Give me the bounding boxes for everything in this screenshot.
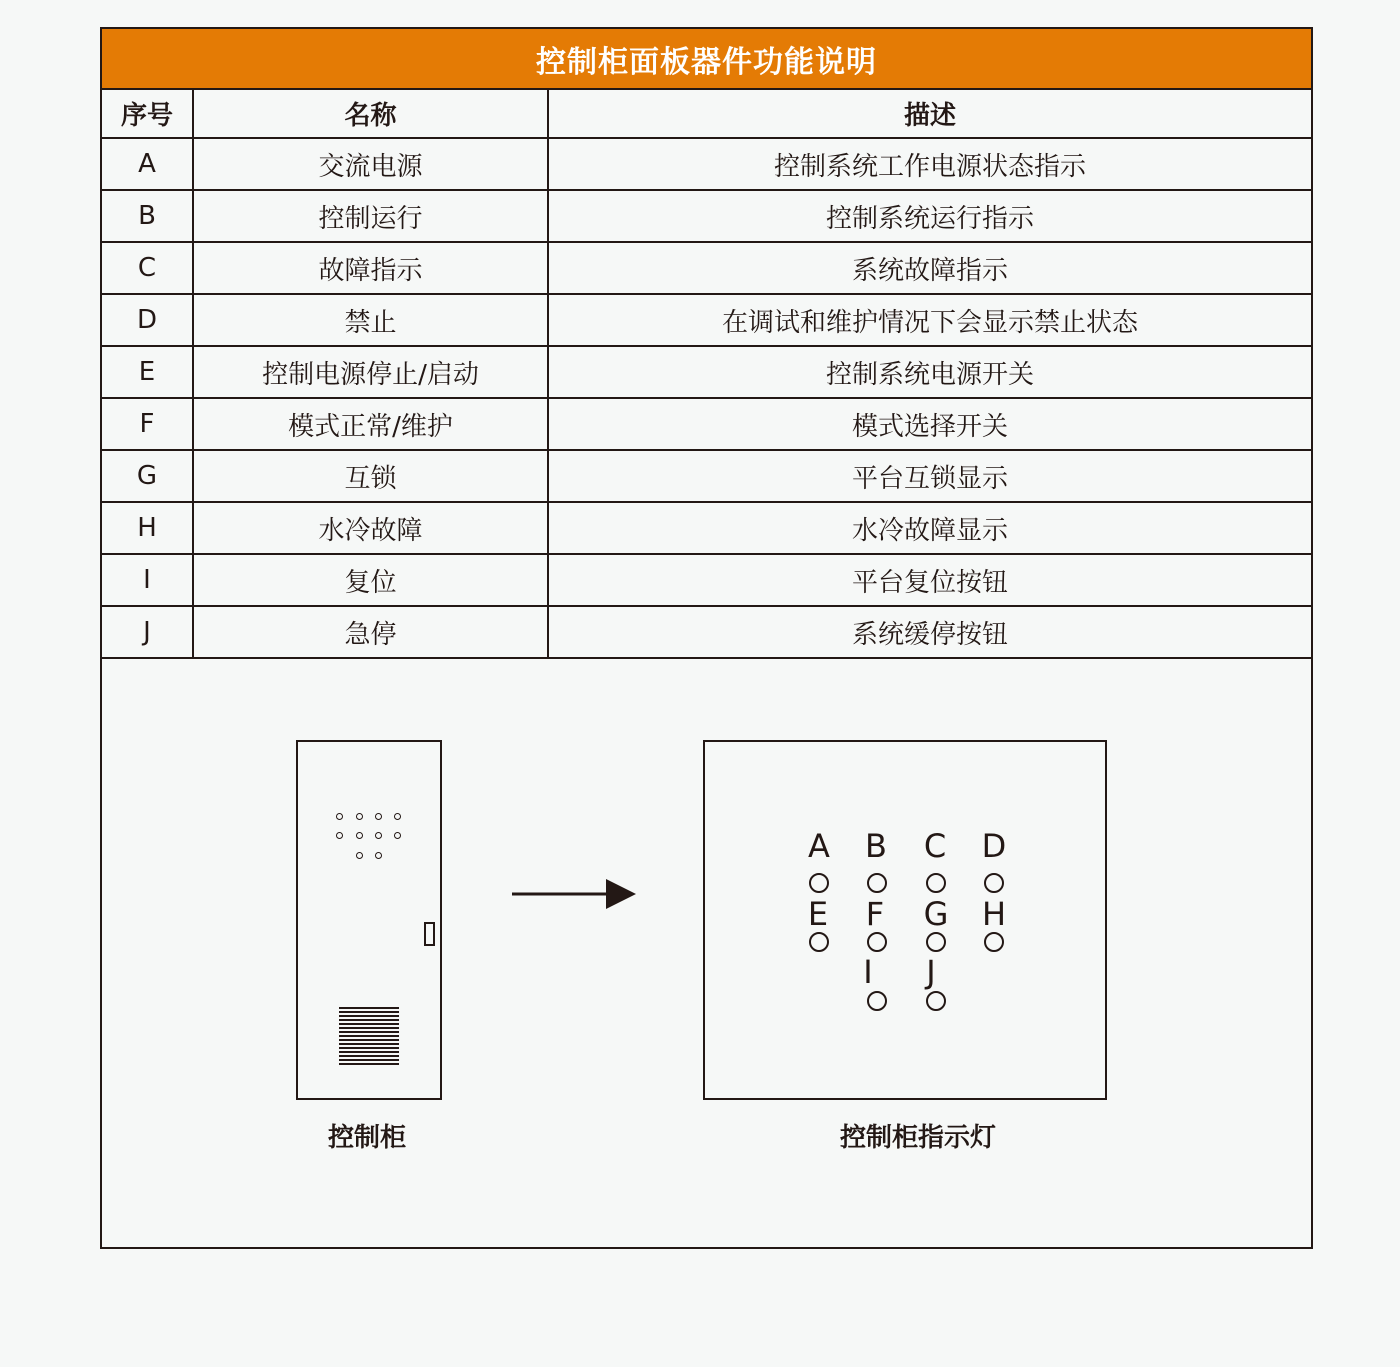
indicator-panel — [703, 740, 1107, 1100]
table-row — [102, 346, 1311, 398]
table-row — [102, 502, 1311, 554]
cabinet-caption: 控制柜 — [327, 1123, 406, 1153]
row-name: 急停 — [193, 606, 548, 658]
row-name: 控制运行 — [193, 190, 548, 242]
row-id: F — [102, 398, 193, 450]
cabinet-indicator-dot — [336, 813, 343, 820]
vent-grille-icon — [339, 1007, 399, 1067]
lamp-b-icon — [867, 873, 887, 893]
function-table — [102, 90, 1311, 659]
table-row — [102, 606, 1311, 658]
lamp-label-d: D — [981, 827, 1007, 865]
row-name: 控制电源停止/启动 — [193, 346, 548, 398]
table-row — [102, 190, 1311, 242]
cabinet-indicator-dot — [336, 832, 343, 839]
lamp-label-a: A — [808, 827, 830, 865]
table-row — [102, 242, 1311, 294]
lamp-label-c: C — [923, 827, 947, 865]
header-description: 描述 — [548, 90, 1311, 138]
row-description: 平台复位按钮 — [548, 554, 1311, 606]
panel-caption: 控制柜指示灯 — [839, 1123, 996, 1153]
table-row — [102, 398, 1311, 450]
row-name: 复位 — [193, 554, 548, 606]
lamp-f-icon — [867, 932, 887, 952]
row-name: 模式正常/维护 — [193, 398, 548, 450]
row-name: 互锁 — [193, 450, 548, 502]
lamp-label-g: G — [923, 895, 949, 933]
table-row — [102, 554, 1311, 606]
header-row — [102, 90, 1311, 138]
cabinet-indicator-dot — [394, 813, 401, 820]
lamp-label-e: E — [807, 895, 829, 933]
cabinet-indicator-dot — [375, 832, 382, 839]
lamp-label-j: J — [926, 953, 936, 991]
lamp-label-b: B — [865, 827, 887, 865]
row-description: 平台互锁显示 — [548, 450, 1311, 502]
lamp-label-f: F — [865, 895, 885, 933]
spec-sheet — [100, 27, 1313, 1249]
row-id: C — [102, 242, 193, 294]
row-description: 系统故障指示 — [548, 242, 1311, 294]
lamp-j-icon — [926, 991, 946, 1011]
header-name: 名称 — [193, 90, 548, 138]
cabinet-indicator-dot — [356, 852, 363, 859]
table-title: 控制柜面板器件功能说明 — [102, 29, 1311, 90]
row-id: I — [102, 554, 193, 606]
cabinet-indicator-dot — [375, 852, 382, 859]
lamp-label-h: H — [981, 895, 1007, 933]
row-description: 模式选择开关 — [548, 398, 1311, 450]
lamp-a-icon — [809, 873, 829, 893]
row-id: H — [102, 502, 193, 554]
cabinet-indicator-dot — [394, 832, 401, 839]
lamp-d-icon — [984, 873, 1004, 893]
header-index: 序号 — [102, 90, 193, 138]
cabinet-indicator-dot — [375, 813, 382, 820]
row-name: 禁止 — [193, 294, 548, 346]
row-name: 故障指示 — [193, 242, 548, 294]
lamp-i-icon — [867, 991, 887, 1011]
table-row — [102, 450, 1311, 502]
row-id: B — [102, 190, 193, 242]
row-id: J — [102, 606, 193, 658]
row-name: 水冷故障 — [193, 502, 548, 554]
row-description: 控制系统电源开关 — [548, 346, 1311, 398]
lamp-g-icon — [926, 932, 946, 952]
row-id: D — [102, 294, 193, 346]
row-description: 控制系统工作电源状态指示 — [548, 138, 1311, 190]
door-handle-icon — [424, 922, 435, 946]
lamp-c-icon — [926, 873, 946, 893]
lamp-e-icon — [809, 932, 829, 952]
lamp-label-i: I — [863, 953, 873, 991]
table-row — [102, 138, 1311, 190]
arrow-right-icon — [512, 877, 638, 911]
row-description: 系统缓停按钮 — [548, 606, 1311, 658]
row-name: 交流电源 — [193, 138, 548, 190]
row-description: 控制系统运行指示 — [548, 190, 1311, 242]
row-description: 在调试和维护情况下会显示禁止状态 — [548, 294, 1311, 346]
cabinet-indicator-dot — [356, 813, 363, 820]
cabinet-illustration — [296, 740, 442, 1100]
lamp-h-icon — [984, 932, 1004, 952]
table-row — [102, 294, 1311, 346]
row-description: 水冷故障显示 — [548, 502, 1311, 554]
row-id: G — [102, 450, 193, 502]
row-id: A — [102, 138, 193, 190]
row-id: E — [102, 346, 193, 398]
cabinet-indicator-dot — [356, 832, 363, 839]
